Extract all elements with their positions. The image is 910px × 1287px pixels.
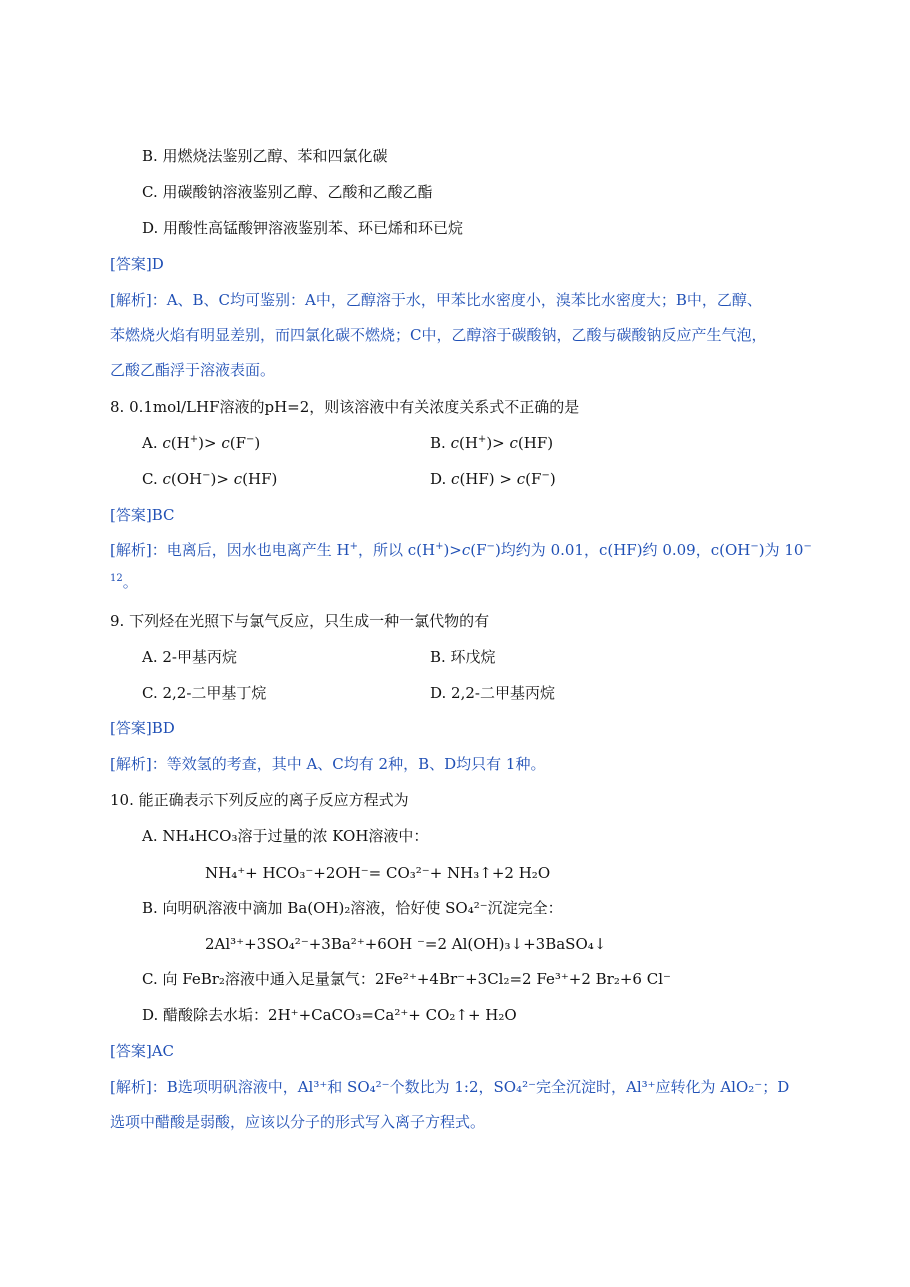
q7-analysis-line2: 苯燃烧火焰有明显差别，而四氯化碳不燃烧；C中，乙醇溶于碳酸钠，乙酸与碳酸钠反应产生气泡， — [110, 326, 767, 344]
q10-option-c: C. 向 FeBr₂溶液中通入足量氯气：2Fe²⁺+4Br⁻+3Cl₂=2 Fe³⁺+2 Br₂+6 Cl⁻ — [142, 970, 671, 988]
q8-option-d-label: D. — [430, 470, 447, 488]
q7-option-b: B. 用燃烧法鉴别乙醇、苯和四氯化碳 — [142, 147, 388, 165]
q8-stem: 8. 0.1mol/LHF溶液的pH=2，则该溶液中有关浓度关系式不正确的是 — [110, 398, 580, 416]
q8-analysis-exponent: 12 — [110, 573, 123, 584]
q10-option-b: B. 向明矾溶液中滴加 Ba(OH)₂溶液，恰好使 SO₄²⁻沉淀完全： — [142, 899, 563, 917]
q9-option-d: D. 2,2-二甲基丙烷 — [430, 684, 555, 702]
q8-analysis-tail: 。 — [122, 573, 138, 591]
q8-option-b: B. c(H+)> c(HF) — [430, 434, 554, 452]
q8-answer: [答案]BC — [110, 506, 175, 524]
q9-stem: 9. 下列烃在光照下与氯气反应，只生成一种一氯代物的有 — [110, 612, 490, 630]
q9-option-b: B. 环戊烷 — [430, 648, 496, 666]
q8-option-b-label: B. — [430, 434, 446, 452]
q8-option-a: A. c(H+)> c(F−) — [142, 434, 261, 452]
q9-option-c: C. 2,2-二甲基丁烷 — [142, 684, 267, 702]
q10-stem: 10. 能正确表示下列反应的离子反应方程式为 — [110, 791, 409, 809]
q8-option-c: C. c(OH−)> c(HF) — [142, 470, 278, 488]
q7-option-c: C. 用碳酸钠溶液鉴别乙醇、乙酸和乙酸乙酯 — [142, 183, 433, 201]
q8-analysis-line2 — [110, 572, 138, 592]
q8-option-c-label: C. — [142, 470, 158, 488]
q10-analysis-line2: 选项中醋酸是弱酸，应该以分子的形式写入离子方程式。 — [110, 1113, 486, 1131]
q9-answer: [答案]BD — [110, 719, 175, 737]
q10-answer: [答案]AC — [110, 1042, 175, 1060]
q8-analysis-end: 为 10 — [764, 541, 804, 559]
q9-analysis: [解析]：等效氢的考查，其中 A、C均有 2种，B、D均只有 1种。 — [110, 755, 546, 773]
q8-analysis-mid2: 均约为 0.01，c(HF)约 0.09，c(OH — [500, 541, 751, 559]
q10-analysis-line1: [解析]：B选项明矾溶液中，Al³⁺和 SO₄²⁻个数比为 1:2，SO₄²⁻完全沉淀时，Al³⁺应转化为 AlO₂⁻；D — [110, 1078, 790, 1096]
q7-analysis-line3: 乙酸乙酯浮于溶液表面。 — [110, 361, 276, 379]
q8-option-d: D. c(HF) > c(F−) — [430, 470, 556, 488]
q8-analysis-line1: [解析]：电离后，因水也电离产生 H+，所以 c(H+)>c(F−)均约为 0.01，c(HF)约 0.09，c(OH−)为 10− — [110, 541, 812, 559]
q8-option-a-label: A. — [142, 434, 158, 452]
q8-analysis-prefix: [解析]：电离后，因水也电离产生 H — [110, 541, 350, 559]
q10-equation-a: NH₄⁺+ HCO₃⁻+2OH⁻= CO₃²⁻+ NH₃↑+2 H₂O — [205, 864, 551, 882]
q7-answer: [答案]D — [110, 255, 164, 273]
q8-analysis-mid: ，所以 c(H — [357, 541, 436, 559]
q10-option-d: D. 醋酸除去水垢：2H⁺+CaCO₃=Ca²⁺+ CO₂↑+ H₂O — [142, 1006, 517, 1024]
q7-analysis-line1: [解析]：A、B、C均可鉴别：A中，乙醇溶于水，甲苯比水密度小，溴苯比水密度大；B中，乙醇、 — [110, 291, 762, 309]
q7-option-d: D. 用酸性高锰酸钾溶液鉴别苯、环已烯和环已烷 — [142, 219, 464, 237]
q10-equation-b: 2Al³⁺+3SO₄²⁻+3Ba²⁺+6OH ⁻=2 Al(OH)₃↓+3BaSO₄↓ — [205, 935, 607, 953]
q10-option-a: A. NH₄HCO₃溶于过量的浓 KOH溶液中： — [142, 827, 429, 845]
q9-option-a: A. 2-甲基丙烷 — [142, 648, 237, 666]
